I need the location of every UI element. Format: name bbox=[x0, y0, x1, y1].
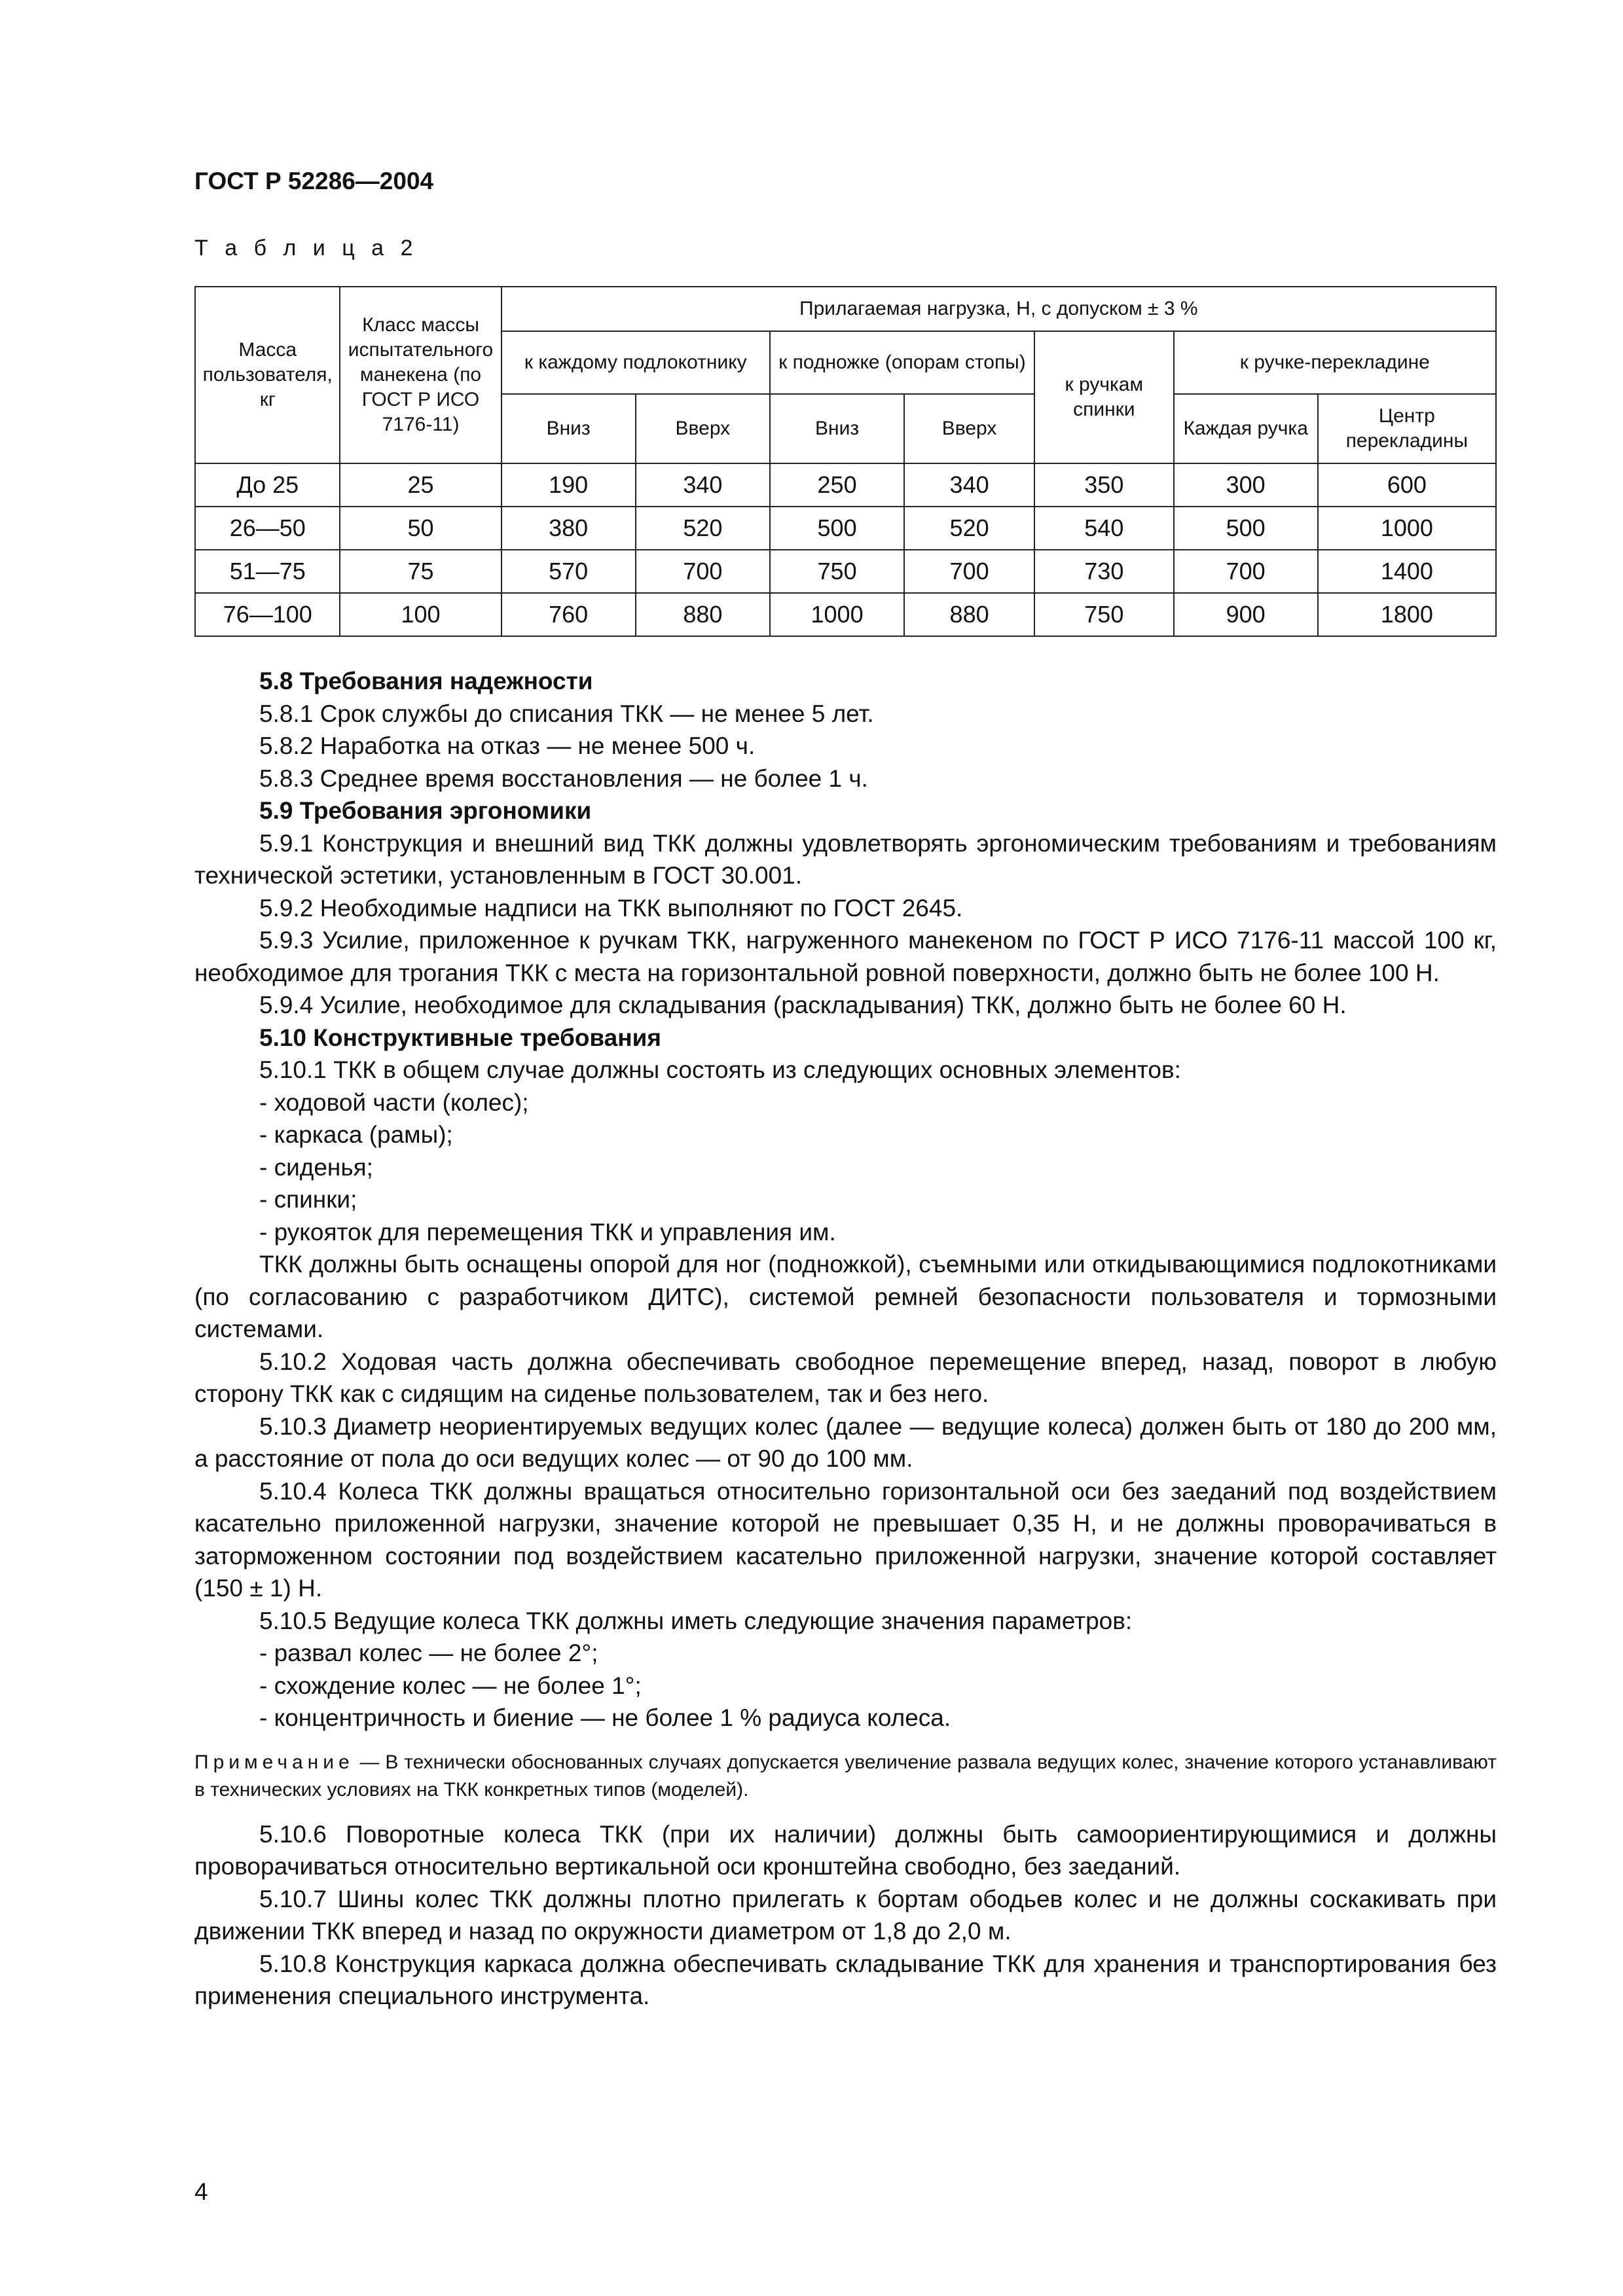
clause-5-10-6: 5.10.6 Поворотные колеса ТКК (при их наличии) должны быть самоориентирующимися и должны проворачиваться относительно вертикальной оси кронштейна свободно, без заеданий. bbox=[194, 1820, 1497, 1880]
table-cell: 380 bbox=[501, 507, 636, 550]
table-cell: 1000 bbox=[1318, 507, 1496, 550]
table-cell: 51—75 bbox=[195, 550, 340, 593]
section-5-10-title: 5.10 Конструктивные требования bbox=[259, 1024, 661, 1051]
clause-5-10-1: 5.10.1 ТКК в общем случае должны состоять из следующих основных элементов: bbox=[259, 1056, 1181, 1083]
table-cell: 900 bbox=[1174, 593, 1318, 636]
table-row bbox=[195, 593, 1496, 636]
header-armrest: к каждому подлокотнику bbox=[501, 331, 770, 394]
clause-5-9-1: 5.9.1 Конструкция и внешний вид ТКК должны удовлетворять эргономическим требованиям и требованиям технической эстетики, установленным в ГОСТ 30.001. bbox=[194, 829, 1497, 889]
list-item: - рукояток для перемещения ТКК и управления им. bbox=[259, 1218, 836, 1246]
table-cell: 500 bbox=[770, 507, 904, 550]
table-cell: 250 bbox=[770, 463, 904, 507]
table-cell: 520 bbox=[904, 507, 1034, 550]
clause-5-9-3: 5.9.3 Усилие, приложенное к ручкам ТКК, нагруженного манекеном по ГОСТ Р ИСО 7176-11 массой 100 кг, необходимое для трогания ТКК с места на горизонтальной ровной поверхности, должно быть не более 100 Н. bbox=[194, 927, 1497, 986]
table-cell: 750 bbox=[770, 550, 904, 593]
header-footrest: к подножке (опорам стопы) bbox=[770, 331, 1034, 394]
clause-5-8-1: 5.8.1 Срок службы до списания ТКК — не менее 5 лет. bbox=[259, 700, 874, 727]
list-item: - схождение колес — не более 1°; bbox=[259, 1672, 642, 1699]
table-cell: 500 bbox=[1174, 507, 1318, 550]
table-cell: 340 bbox=[904, 463, 1034, 507]
table-cell: До 25 bbox=[195, 463, 340, 507]
table-cell: 25 bbox=[340, 463, 501, 507]
table-cell: 340 bbox=[636, 463, 770, 507]
header-mannequin-class: Класс массы испытательного манекена (по ГОСТ Р ИСО 7176-11) bbox=[340, 287, 501, 463]
header-crossbar-center: Центр перекладины bbox=[1318, 394, 1496, 463]
table-cell: 570 bbox=[501, 550, 636, 593]
table-cell: 700 bbox=[636, 550, 770, 593]
table-cell: 75 bbox=[340, 550, 501, 593]
list-item: - концентричность и биение — не более 1 % радиуса колеса. bbox=[259, 1704, 951, 1731]
header-mass: Масса пользователя, кг bbox=[195, 287, 340, 463]
note-text: — В технически обоснованных случаях допускается увеличение развала ведущих колес, значение которого устанавливают в технических условиях на ТКК конкретных типов (моделей). bbox=[194, 1751, 1497, 1801]
table-row bbox=[195, 463, 1496, 507]
page-number: 4 bbox=[194, 2178, 208, 2205]
clause-5-10-2: 5.10.2 Ходовая часть должна обеспечивать свободное перемещение вперед, назад, поворот в любую сторону ТКК как с сидящим на сиденье пользователем, так и без него. bbox=[194, 1348, 1497, 1407]
list-item: - ходовой части (колес); bbox=[259, 1088, 529, 1116]
section-5-8-title: 5.8 Требования надежности bbox=[259, 668, 593, 694]
table-cell: 730 bbox=[1034, 550, 1174, 593]
clause-5-8-3: 5.8.3 Среднее время восстановления — не более 1 ч. bbox=[259, 764, 868, 792]
body-text bbox=[194, 665, 1497, 2013]
list-item: - каркаса (рамы); bbox=[259, 1121, 453, 1148]
header-backrest-handles: к ручкам спинки bbox=[1034, 331, 1174, 463]
table-row bbox=[195, 507, 1496, 550]
list-item: - спинки; bbox=[259, 1186, 357, 1213]
header-each-handle: Каждая ручка bbox=[1174, 394, 1318, 463]
clause-5-10-7: 5.10.7 Шины колес ТКК должны плотно прилегать к бортам ободьев колес и не должны соскакивать при движении ТКК вперед и назад по окружности диаметром от 1,8 до 2,0 м. bbox=[194, 1885, 1497, 1945]
table-cell: 540 bbox=[1034, 507, 1174, 550]
table-cell: 700 bbox=[904, 550, 1034, 593]
note bbox=[194, 1749, 1497, 1804]
table-row bbox=[195, 550, 1496, 593]
table-cell: 100 bbox=[340, 593, 501, 636]
table-cell: 760 bbox=[501, 593, 636, 636]
table-cell: 700 bbox=[1174, 550, 1318, 593]
list-item: - развал колес — не более 2°; bbox=[259, 1640, 598, 1666]
header-armrest-up: Вверх bbox=[636, 394, 770, 463]
clause-5-10-1-continuation: ТКК должны быть оснащены опорой для ног (подножкой), съемными или откидывающимися подлокотниками (по согласованию с разработчиком ДИТС), системой ремней безопасности пользователя и тормозными системами. bbox=[194, 1251, 1497, 1342]
table-cell: 50 bbox=[340, 507, 501, 550]
table-cell: 26—50 bbox=[195, 507, 340, 550]
table-cell: 1800 bbox=[1318, 593, 1496, 636]
section-5-9-title: 5.9 Требования эргономики bbox=[259, 797, 592, 824]
table-cell: 750 bbox=[1034, 593, 1174, 636]
clause-5-8-2: 5.8.2 Наработка на отказ — не менее 500 ч. bbox=[259, 732, 756, 759]
table-caption: Т а б л и ц а 2 bbox=[194, 236, 418, 260]
document-code: ГОСТ Р 52286—2004 bbox=[194, 168, 434, 194]
clause-5-9-2: 5.9.2 Необходимые надписи на ТКК выполняют по ГОСТ 2645. bbox=[259, 894, 963, 922]
table-cell: 76—100 bbox=[195, 593, 340, 636]
clause-5-10-5: 5.10.5 Ведущие колеса ТКК должны иметь следующие значения параметров: bbox=[259, 1607, 1133, 1634]
note-label: Примечание bbox=[194, 1751, 354, 1773]
header-footrest-up: Вверх bbox=[904, 394, 1034, 463]
table-cell: 880 bbox=[636, 593, 770, 636]
header-footrest-down: Вниз bbox=[770, 394, 904, 463]
table-cell: 300 bbox=[1174, 463, 1318, 507]
load-table bbox=[194, 286, 1497, 637]
header-applied-load: Прилагаемая нагрузка, Н, с допуском ± 3 % bbox=[501, 287, 1496, 331]
clause-5-10-3: 5.10.3 Диаметр неориентируемых ведущих колес (далее — ведущие колеса) должен быть от 180 до 200 мм, а расстояние от пола до оси ведущих колес — от 90 до 100 мм. bbox=[194, 1412, 1497, 1472]
header-crossbar: к ручке-перекладине bbox=[1174, 331, 1496, 394]
table-cell: 880 bbox=[904, 593, 1034, 636]
table-cell: 1400 bbox=[1318, 550, 1496, 593]
table-cell: 600 bbox=[1318, 463, 1496, 507]
table-cell: 190 bbox=[501, 463, 636, 507]
list-item: - сиденья; bbox=[259, 1153, 373, 1181]
header-armrest-down: Вниз bbox=[501, 394, 636, 463]
table-cell: 350 bbox=[1034, 463, 1174, 507]
clause-5-10-8: 5.10.8 Конструкция каркаса должна обеспечивать складывание ТКК для хранения и транспортирования без применения специального инструмента. bbox=[194, 1950, 1497, 2009]
table-cell: 520 bbox=[636, 507, 770, 550]
clause-5-9-4: 5.9.4 Усилие, необходимое для складывания (раскладывания) ТКК, должно быть не более 60 Н. bbox=[259, 992, 1347, 1018]
clause-5-10-4: 5.10.4 Колеса ТКК должны вращаться относительно горизонтальной оси без заеданий под воздействием касательно приложенной нагрузки, значение которой не превышает 0,35 Н, и не должны проворачиваться в заторможенном состоянии под воздействием касательно приложенной нагрузки, значение которой составляет (150 ± 1) Н. bbox=[194, 1477, 1497, 1602]
table-cell: 1000 bbox=[770, 593, 904, 636]
